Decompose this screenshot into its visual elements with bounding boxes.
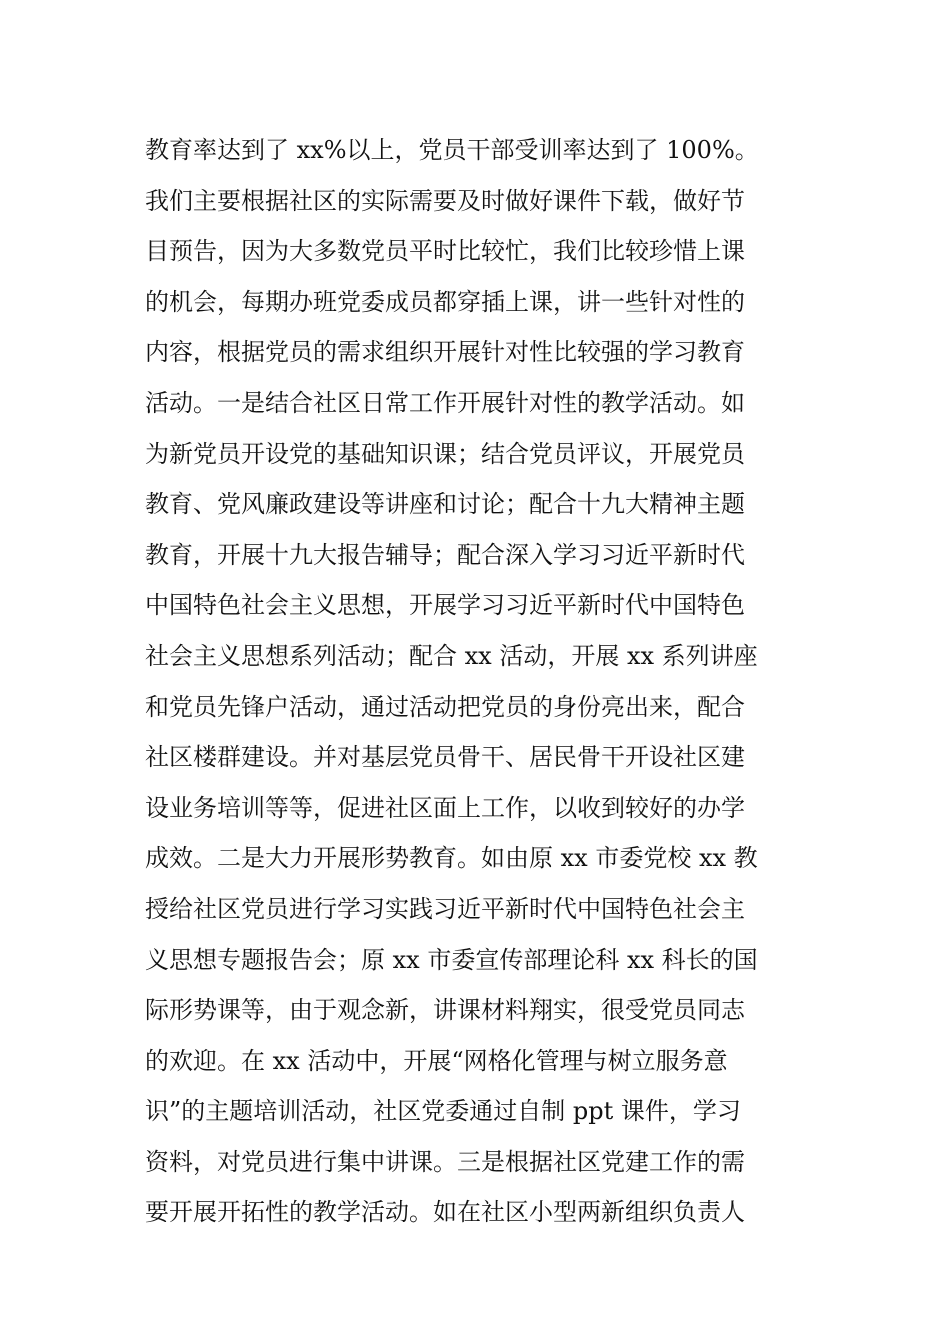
text-line: 社会主义思想系列活动；配合 xx 活动，开展 xx 系列讲座 (145, 641, 758, 670)
text-line: 教育率达到了 xx%以上，党员干部受训率达到了 100%。 (145, 136, 759, 164)
text-line: 社区楼群建设。并对基层党员骨干、居民骨干开设社区建 (145, 743, 745, 772)
text-line: 的机会，每期办班党委成员都穿插上课，讲一些针对性的 (145, 287, 745, 316)
text-line: 识”的主题培训活动，社区党委通过自制 ppt 课件，学习 (145, 1097, 741, 1126)
text-line: 资料，对党员进行集中讲课。三是根据社区党建工作的需 (145, 1147, 745, 1176)
text-line: 教育，开展十九大报告辅导；配合深入学习习近平新时代 (145, 540, 745, 569)
text-line: 活动。一是结合社区日常工作开展针对性的教学活动。如 (145, 388, 745, 417)
text-line: 为新党员开设党的基础知识课；结合党员评议，开展党员 (145, 439, 745, 468)
text-line: 目预告，因为大多数党员平时比较忙，我们比较珍惜上课 (145, 237, 745, 266)
text-line: 中国特色社会主义思想，开展学习习近平新时代中国特色 (145, 591, 745, 620)
text-line: 要开展开拓性的教学活动。如在社区小型两新组织负责人 (145, 1198, 745, 1227)
text-line: 内容，根据党员的需求组织开展针对性比较强的学习教育 (145, 338, 745, 367)
text-line: 的欢迎。在 xx 活动中，开展“网格化管理与树立服务意 (145, 1046, 728, 1075)
text-line: 设业务培训等等，促进社区面上工作，以收到较好的办学 (145, 793, 745, 822)
text-line: 我们主要根据社区的实际需要及时做好课件下载，做好节 (145, 186, 745, 215)
text-line: 际形势课等，由于观念新，讲课材料翔实，很受党员同志 (145, 996, 745, 1025)
text-line: 义思想专题报告会；原 xx 市委宣传部理论科 xx 科长的国 (145, 945, 758, 974)
text-line: 成效。二是大力开展形势教育。如由原 xx 市委党校 xx 教 (145, 844, 758, 873)
text-line: 教育、党风廉政建设等讲座和讨论；配合十九大精神主题 (145, 490, 745, 519)
body-text (145, 125, 815, 1238)
text-line: 授给社区党员进行学习实践习近平新时代中国特色社会主 (145, 894, 745, 923)
text-line: 和党员先锋户活动，通过活动把党员的身份亮出来，配合 (145, 692, 745, 721)
